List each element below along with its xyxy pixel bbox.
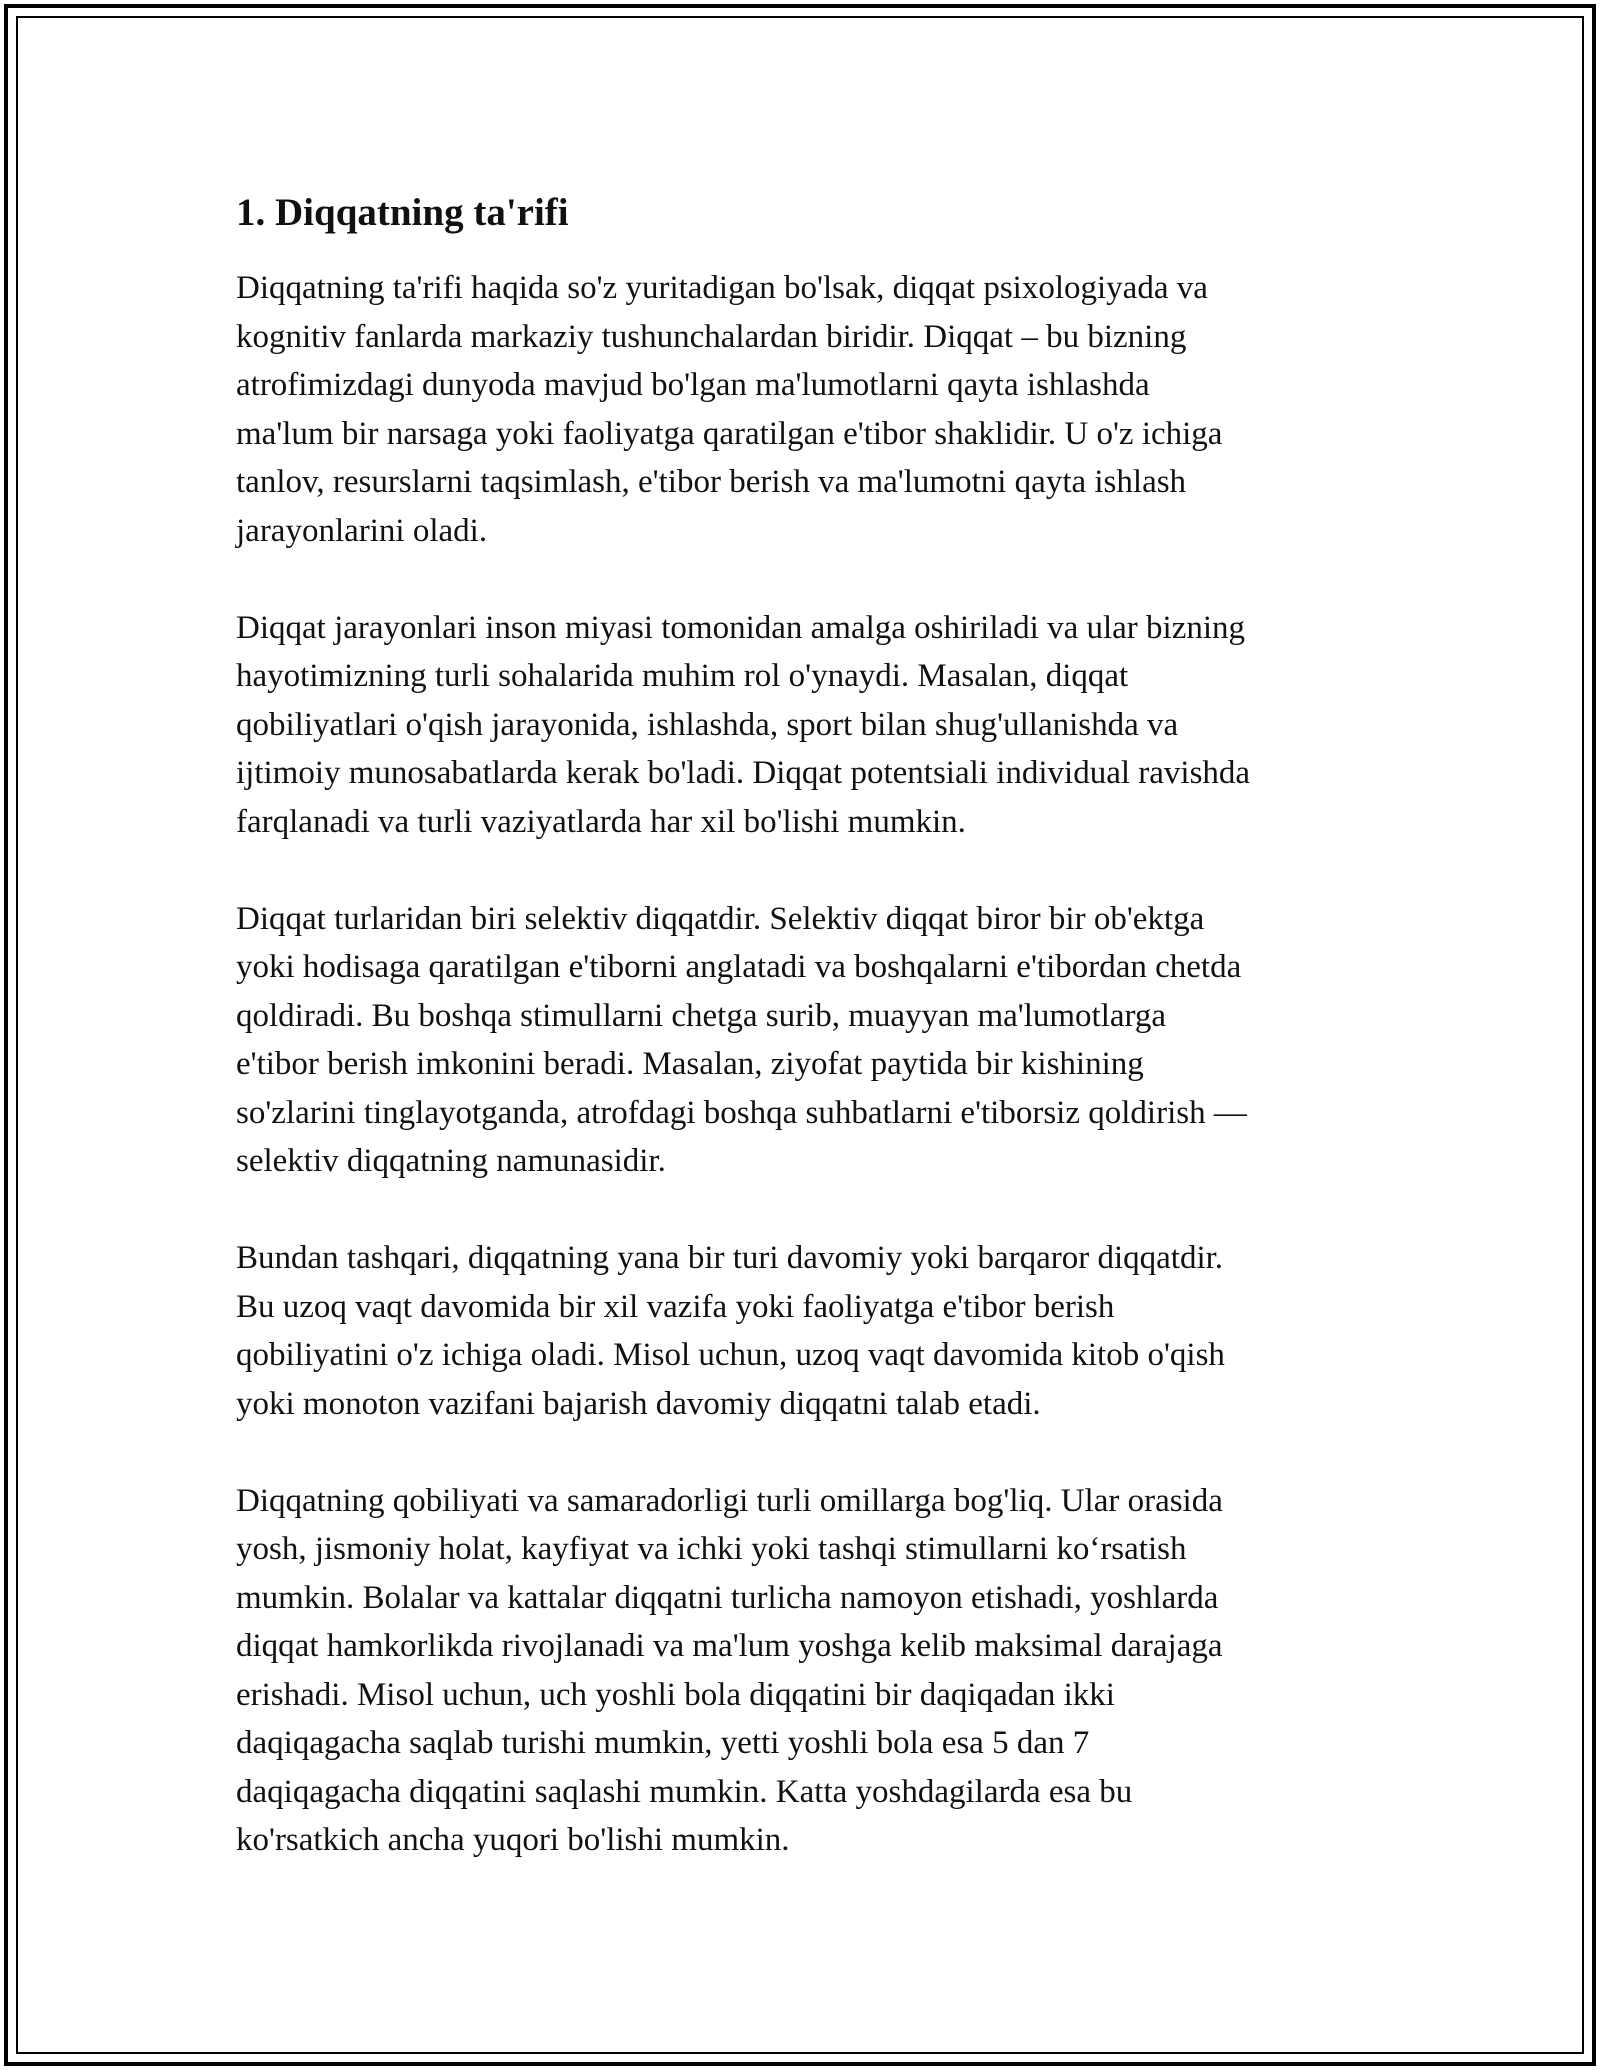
paragraph-sustained xyxy=(236,1234,1376,1428)
text-line: Diqqatning ta'rifi haqida so'z yuritadigan bo'lsak, diqqat psixologiyada va xyxy=(236,270,1208,306)
text-line: yoki hodisaga qaratilgan e'tiborni anglatadi va boshqalarni e'tibordan chetda xyxy=(236,949,1242,985)
text-line: e'tibor berish imkonini beradi. Masalan, ziyofat paytida bir kishining xyxy=(236,1046,1144,1082)
text-line: farqlanadi va turli vaziyatlarda har xil bo'lishi mumkin. xyxy=(236,803,966,840)
text-line: Bu uzoq vaqt davomida bir xil vazifa yoki faoliyatga e'tibor berish xyxy=(236,1288,1115,1325)
text-line: jarayonlarini oladi. xyxy=(236,512,488,549)
text-line: yosh, jismoniy holat, kayfiyat va ichki yoki tashqi stimullarni ko‘rsatish xyxy=(236,1531,1187,1567)
paragraph-definition xyxy=(236,264,1376,555)
text-line: ko'rsatkich ancha yuqori bo'lishi mumkin. xyxy=(236,1822,790,1858)
text-line: tanlov, resurslarni taqsimlash, e'tibor berish va ma'lumotni qayta ishlash xyxy=(236,464,1187,500)
text-line: qobiliyatlari o'qish jarayonida, ishlashda, sport bilan shug'ullanishda va xyxy=(236,706,1179,743)
text-line: so'zlarini tinglayotganda, atrofdagi boshqa suhbatlarni e'tiborsiz qoldirish — xyxy=(236,1094,1247,1131)
text-line: atrofimizdagi dunyoda mavjud bo'lgan ma'lumotlarni qayta ishlashda xyxy=(236,367,1150,403)
text-line: ma'lum bir narsaga yoki faoliyatga qaratilgan e'tibor shaklidir. U o'z ichiga xyxy=(236,415,1223,452)
text-line: erishadi. Misol uchun, uch yoshli bola diqqatini bir daqiqadan ikki xyxy=(236,1676,1115,1713)
text-line: Bundan tashqari, diqqatning yana bir turi davomiy yoki barqaror diqqatdir. xyxy=(236,1240,1224,1276)
document-body xyxy=(236,188,1376,1913)
paragraph-factors xyxy=(236,1477,1376,1865)
section-heading: 1. Diqqatning ta'rifi xyxy=(236,191,569,234)
paragraph-processes xyxy=(236,604,1376,847)
text-line: ijtimoiy munosabatlarda kerak bo'ladi. Diqqat potentsiali individual ravishda xyxy=(236,755,1251,791)
text-line: hayotimizning turli sohalarida muhim rol o'ynaydi. Masalan, diqqat xyxy=(236,658,1129,694)
text-line: qobiliyatini o'z ichiga oladi. Misol uchun, uzoq vaqt davomida kitob o'qish xyxy=(236,1337,1225,1373)
text-line: mumkin. Bolalar va kattalar diqqatni turlicha namoyon etishadi, yoshlarda xyxy=(236,1579,1219,1616)
text-line: daqiqagacha diqqatini saqlashi mumkin. Katta yoshdagilarda esa bu xyxy=(236,1773,1133,1810)
text-line: Diqqat jarayonlari inson miyasi tomonidan amalga oshiriladi va ular bizning xyxy=(236,609,1246,646)
text-line: yoki monoton vazifani bajarish davomiy diqqatni talab etadi. xyxy=(236,1385,1041,1422)
text-line: selektiv diqqatning namunasidir. xyxy=(236,1143,666,1179)
text-line: daqiqagacha saqlab turishi mumkin, yetti yoshli bola esa 5 dan 7 xyxy=(236,1725,1090,1761)
text-line: qoldiradi. Bu boshqa stimullarni chetga surib, muayyan ma'lumotlarga xyxy=(236,997,1167,1034)
text-line: kognitiv fanlarda markaziy tushunchalardan biridir. Diqqat – bu bizning xyxy=(236,318,1187,355)
text-line: diqqat hamkorlikda rivojlanadi va ma'lum yoshga kelib maksimal darajaga xyxy=(236,1628,1223,1664)
paragraph-selective xyxy=(236,895,1376,1186)
text-line: Diqqat turlaridan biri selektiv diqqatdir. Selektiv diqqat biror bir ob'ektga xyxy=(236,900,1205,937)
text-line: Diqqatning qobiliyati va samaradorligi turli omillarga bog'liq. Ular orasida xyxy=(236,1482,1223,1519)
